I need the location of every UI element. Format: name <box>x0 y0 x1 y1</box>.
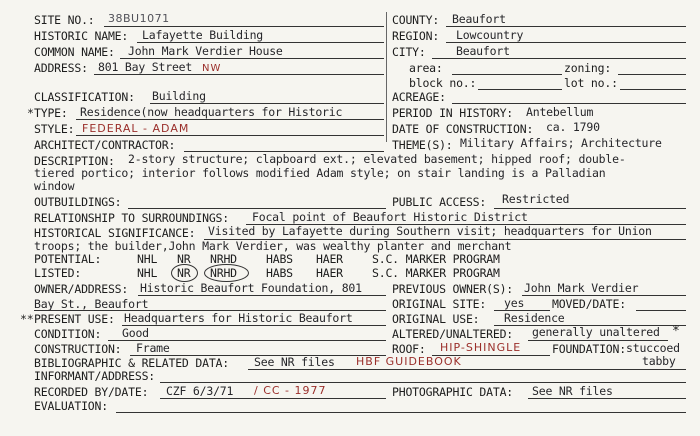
common-name-label: COMMON NAME: <box>34 45 115 59</box>
region-value: Lowcountry <box>456 28 524 42</box>
evaluation-label: EVALUATION: <box>34 399 108 413</box>
listed-nrhd: NRHD <box>210 266 237 280</box>
original-use-label: ORIGINAL USE: <box>392 312 480 326</box>
foundation-label: FOUNDATION: <box>552 342 626 356</box>
period-label: PERIOD IN HISTORY: <box>392 106 514 120</box>
informant-line <box>160 382 686 383</box>
photographic-value: See NR files <box>532 384 613 398</box>
present-use-mark: ** <box>20 312 34 326</box>
type-line <box>76 119 384 120</box>
construction-label: CONSTRUCTION: <box>34 342 122 356</box>
public-access-line <box>494 208 686 209</box>
themes-label: THEME(S): <box>392 138 453 152</box>
recorded-value: CZF 6/3/71 <box>166 384 234 398</box>
block-label: block no.: <box>409 76 477 90</box>
potential-habs: HABS <box>266 252 293 266</box>
moved-date-label: MOVED/DATE: <box>552 297 626 311</box>
recorded-label: RECORDED BY/DATE: <box>34 385 149 399</box>
architect-label: ARCHITECT/CONTRACTOR: <box>34 138 176 152</box>
type-value: Residence(now headquarters for Historic <box>80 105 343 119</box>
listed-habs: HABS <box>266 266 293 280</box>
original-use-value: Residence <box>504 311 565 325</box>
address-label: ADDRESS: <box>34 61 88 75</box>
county-value: Beaufort <box>452 12 506 26</box>
listed-marker: S.C. MARKER PROGRAM <box>372 266 500 280</box>
style-value: FEDERAL - ADAM <box>82 122 190 135</box>
site-no-value: 38BU1071 <box>108 12 170 25</box>
potential-marker: S.C. MARKER PROGRAM <box>372 252 500 266</box>
city-value: Beaufort <box>456 44 510 58</box>
style-label: STYLE: <box>34 122 75 136</box>
owner-line <box>138 295 386 296</box>
area-label: area: <box>409 61 443 75</box>
classification-line <box>150 103 384 104</box>
present-use-value: Headquarters for Historic Beaufort <box>124 311 353 325</box>
city-line <box>432 58 686 59</box>
altered-label: ALTERED/UNALTERED: <box>392 327 514 341</box>
bibliographic-line <box>248 369 686 370</box>
public-access-value: Restricted <box>502 192 570 206</box>
previous-owner-line <box>522 295 686 296</box>
acreage-label: ACREAGE: <box>392 90 446 104</box>
potential-nrhd: NRHD <box>210 252 237 266</box>
listed-nhl: NHL <box>137 266 158 280</box>
condition-value: Good <box>122 326 149 340</box>
photographic-line <box>528 398 686 399</box>
evaluation-line <box>116 412 686 413</box>
type-label: TYPE: <box>34 106 68 120</box>
date-construction-label: DATE OF CONSTRUCTION: <box>392 122 534 136</box>
outbuildings-line <box>128 208 386 209</box>
original-site-label: ORIGINAL SITE: <box>392 297 487 311</box>
previous-owner-label: PREVIOUS OWNER(S): <box>392 282 514 296</box>
potential-label: POTENTIAL: <box>34 252 102 266</box>
recorded-line <box>160 398 386 399</box>
site-no-line <box>104 26 384 27</box>
listed-label: LISTED: <box>34 266 82 280</box>
outbuildings-label: OUTBUILDINGS: <box>34 195 122 209</box>
address-line <box>94 74 384 75</box>
city-label: CITY: <box>392 45 426 59</box>
date-construction-value: ca. 1790 <box>546 120 600 134</box>
moved-date-line <box>636 310 686 311</box>
listed-haer: HAER <box>316 266 343 280</box>
listed-nr: NR <box>177 266 191 280</box>
listed-nr-circle <box>171 264 198 282</box>
present-use-label: PRESENT USE: <box>34 312 115 326</box>
potential-haer: HAER <box>316 252 343 266</box>
significance-line-2: troops; the builder,John Mark Verdier, was wealthy planter and merchant <box>34 239 512 253</box>
column-divider <box>386 12 387 142</box>
construction-value: Frame <box>136 341 170 355</box>
classification-value: Building <box>152 89 206 103</box>
classification-label: CLASSIFICATION: <box>34 90 135 104</box>
county-line <box>446 26 686 27</box>
altered-value: generally unaltered <box>532 325 660 339</box>
potential-nr: NR <box>177 252 191 266</box>
informant-label: INFORMANT/ADDRESS: <box>34 369 156 383</box>
historic-name-label: HISTORIC NAME: <box>34 29 129 43</box>
significance-label: HISTORICAL SIGNIFICANCE: <box>34 226 196 240</box>
relationship-value: Focal point of Beaufort Historic District <box>252 210 528 224</box>
historic-name-value: Lafayette Building <box>142 28 264 42</box>
historic-name-line <box>137 42 384 43</box>
owner-label: OWNER/ADDRESS: <box>34 282 129 296</box>
common-name-line <box>120 58 384 59</box>
description-label: DESCRIPTION: <box>34 154 115 168</box>
style-line <box>76 135 384 136</box>
photographic-label: PHOTOGRAPHIC DATA: <box>392 385 514 399</box>
foundation-value: stuccoed <box>626 341 680 355</box>
potential-nhl: NHL <box>137 252 158 266</box>
themes-value: Military Affairs; Architecture <box>460 136 662 150</box>
bibliographic-value: See NR files <box>254 355 335 369</box>
owner-value-line-2: Bay St., Beaufort <box>34 297 149 311</box>
recorded-note: / CC - 1977 <box>254 384 327 397</box>
region-label: REGION: <box>392 29 440 43</box>
address-note: NW <box>202 63 222 74</box>
bibliographic-note: HBF GUIDEBOOK <box>356 355 462 368</box>
zoning-label: zoning: <box>564 61 612 75</box>
present-use-line <box>122 325 386 326</box>
description-line-2: tiered portico; interior follows modified Adam style; on stair landing is a Palladian <box>34 166 606 180</box>
foundation-value-line-2: tabby <box>642 354 676 368</box>
description-line-1: 2-story structure; clapboard ext.; elevated basement; hipped roof; double- <box>128 152 626 166</box>
period-value: Antebellum <box>526 105 594 119</box>
common-name-value: John Mark Verdier House <box>128 44 283 58</box>
block-line <box>478 89 562 90</box>
previous-owner-value: John Mark Verdier <box>524 281 639 295</box>
site-no-label: SITE NO.: <box>34 13 95 27</box>
acreage-line <box>452 103 686 104</box>
original-site-value: yes <box>504 296 525 310</box>
roof-value: HIP-SHINGLE <box>440 341 522 354</box>
public-access-label: PUBLIC ACCESS: <box>392 195 487 209</box>
type-mark: * <box>27 106 34 120</box>
address-value: 801 Bay Street <box>98 60 193 74</box>
significance-line-1: Visited by Lafayette during Southern visit; headquarters for Union <box>208 224 652 238</box>
zoning-line <box>618 74 686 75</box>
area-line <box>452 74 562 75</box>
county-label: COUNTY: <box>392 13 440 27</box>
listed-nrhd-circle <box>204 264 249 282</box>
roof-label: ROOF: <box>392 342 426 356</box>
relationship-label: RELATIONSHIP TO SURROUNDINGS: <box>34 211 229 225</box>
bibliographic-label: BIBLIOGRAPHIC & RELATED DATA: <box>34 356 229 370</box>
condition-label: CONDITION: <box>34 327 102 341</box>
lot-label: lot no.: <box>564 76 618 90</box>
lot-line <box>620 89 686 90</box>
region-line <box>446 42 686 43</box>
owner-value: Historic Beaufort Foundation, 801 <box>140 281 362 295</box>
description-line-3: window <box>34 179 75 193</box>
altered-mark: * <box>672 324 680 339</box>
